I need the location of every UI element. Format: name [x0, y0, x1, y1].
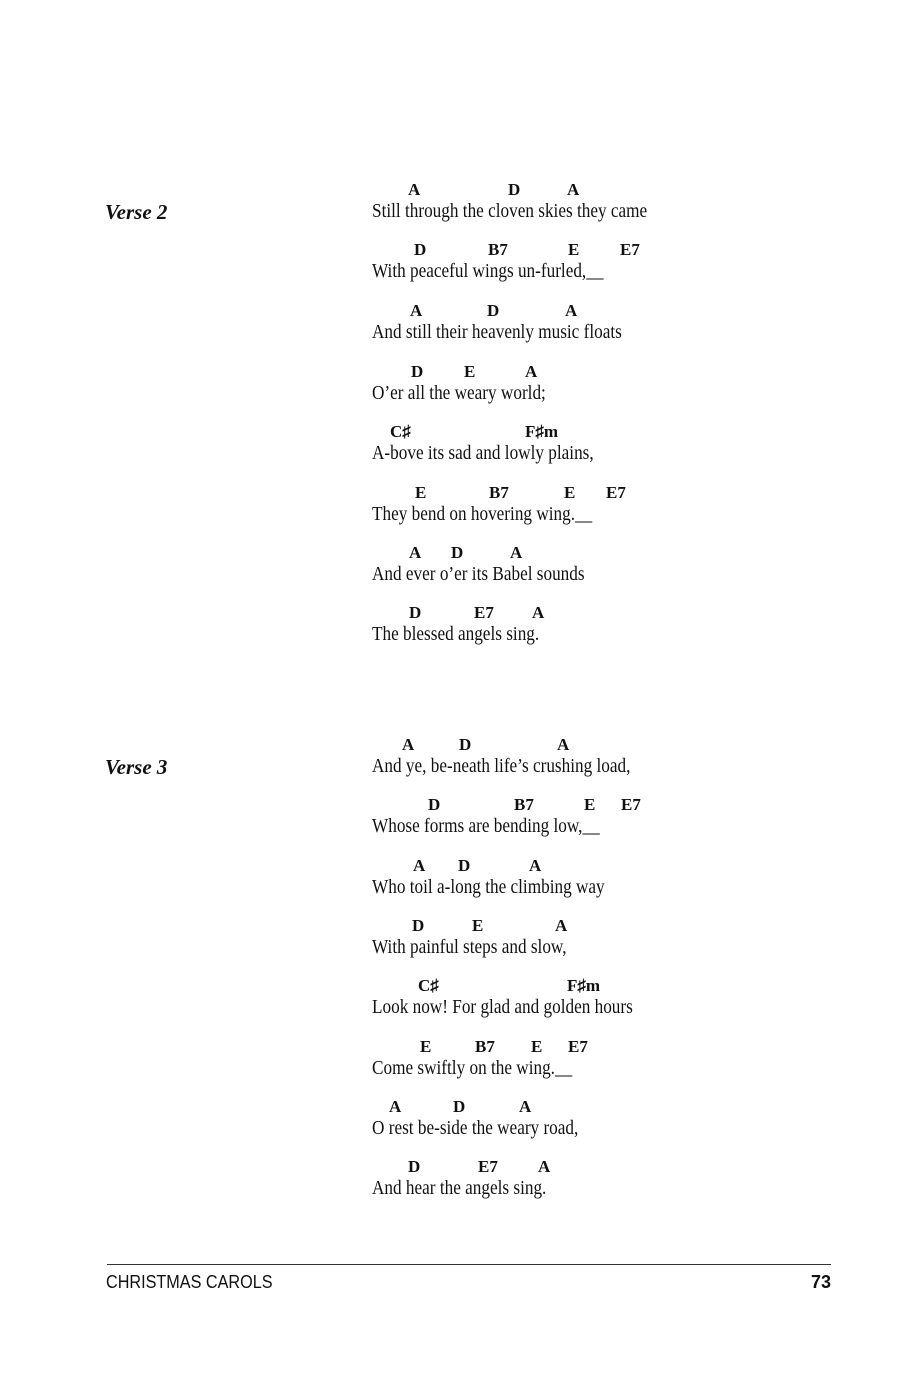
chord: A [529, 856, 542, 875]
chord-row [372, 793, 852, 817]
lyric-text: And ye, be-neath life’s crushing load, [372, 755, 631, 777]
lyric-line [372, 178, 852, 228]
page-number: 73 [810, 1272, 831, 1292]
chord: A [557, 735, 570, 754]
chord: B7 [488, 240, 508, 259]
chord: E [464, 362, 476, 381]
lyric-line [372, 1035, 852, 1085]
chord: E7 [620, 240, 640, 259]
chord-row [372, 420, 852, 444]
lyric-line [372, 420, 852, 470]
chord: D [428, 795, 441, 814]
chord: D [451, 543, 464, 562]
lyric-text: A-bove its sad and lowly plains, [372, 442, 594, 464]
chord: E [472, 916, 484, 935]
lyric-text: With painful steps and slow, [372, 936, 567, 958]
lyric-line [372, 1095, 852, 1145]
chord-row [372, 360, 852, 384]
chord: A [409, 543, 422, 562]
chord: B7 [514, 795, 534, 814]
chord: E [568, 240, 580, 259]
chord: D [411, 362, 424, 381]
chord: D [487, 301, 500, 320]
chord: B7 [475, 1037, 495, 1056]
chord-row [372, 974, 852, 998]
chord: E [584, 795, 596, 814]
chord: E7 [568, 1037, 588, 1056]
lyric-text: Who toil a-long the climbing way [372, 876, 605, 898]
chord-row [372, 178, 852, 202]
lyric-text: O rest be-side the weary road, [372, 1117, 579, 1139]
chord: D [458, 856, 471, 875]
lyric-line [372, 854, 852, 904]
chord: A [410, 301, 423, 320]
lyric-text: Still through the cloven skies they came [372, 200, 648, 222]
lyric-text: Look now! For glad and golden hours [372, 996, 633, 1018]
lyric-text: And ever o’er its Babel sounds [372, 563, 585, 585]
chord-row [372, 914, 852, 938]
chord: E7 [606, 483, 626, 502]
chord: E [531, 1037, 543, 1056]
chord: D [408, 1157, 421, 1176]
footer-book-title: CHRISTMAS CAROLS [106, 1272, 273, 1292]
verse-label: Verse 3 [105, 755, 168, 779]
chord: C♯ [390, 422, 411, 441]
chord-row [372, 854, 852, 878]
lyric-text: With peaceful wings un-furled,__ [372, 260, 604, 282]
chord-row [372, 299, 852, 323]
chord: D [508, 180, 521, 199]
lyric-text: Come swiftly on the wing.__ [372, 1057, 573, 1079]
chord: A [567, 180, 580, 199]
chord: A [532, 603, 545, 622]
lyric-line [372, 601, 852, 651]
chord: E [564, 483, 576, 502]
chord: E [420, 1037, 432, 1056]
chord: E [415, 483, 427, 502]
chord: A [538, 1157, 551, 1176]
footer-divider [107, 1264, 831, 1265]
lyric-line [372, 974, 852, 1024]
chord-row [372, 481, 852, 505]
chord: E7 [478, 1157, 498, 1176]
chord: D [453, 1097, 466, 1116]
lyric-line [372, 299, 852, 349]
chord: C♯ [418, 976, 439, 995]
chord: A [510, 543, 523, 562]
chord: A [389, 1097, 402, 1116]
chord-row [372, 1035, 852, 1059]
chord: A [402, 735, 415, 754]
lyric-text: They bend on hovering wing.__ [372, 503, 593, 525]
chord-row [372, 238, 852, 262]
chord: F♯m [525, 422, 559, 441]
chord: E7 [474, 603, 494, 622]
chord: D [414, 240, 427, 259]
chord-row [372, 541, 852, 565]
chord: A [519, 1097, 532, 1116]
chord-row [372, 601, 852, 625]
chord: D [412, 916, 425, 935]
chord: D [459, 735, 472, 754]
chord: A [525, 362, 538, 381]
chord: A [413, 856, 426, 875]
lyric-line [372, 238, 852, 288]
chord: E7 [621, 795, 641, 814]
verse-label: Verse 2 [105, 200, 168, 224]
chord: A [565, 301, 578, 320]
chord: A [408, 180, 421, 199]
chord-row [372, 733, 852, 757]
lyric-text: The blessed angels sing. [372, 623, 540, 645]
chord: D [409, 603, 422, 622]
lyric-text: And still their heavenly music floats [372, 321, 622, 343]
lyric-line [372, 360, 852, 410]
lyric-line [372, 481, 852, 531]
lyric-line [372, 914, 852, 964]
lyric-line [372, 733, 852, 783]
chord: F♯m [567, 976, 601, 995]
chord-row [372, 1095, 852, 1119]
lyric-line [372, 1155, 852, 1205]
chord-row [372, 1155, 852, 1179]
lyric-text: O’er all the weary world; [372, 382, 546, 404]
chord: B7 [489, 483, 509, 502]
lyric-text: Whose forms are bending low,__ [372, 815, 600, 837]
lyric-line [372, 793, 852, 843]
lyric-line [372, 541, 852, 591]
lyric-text: And hear the angels sing. [372, 1177, 547, 1199]
chord: A [555, 916, 568, 935]
